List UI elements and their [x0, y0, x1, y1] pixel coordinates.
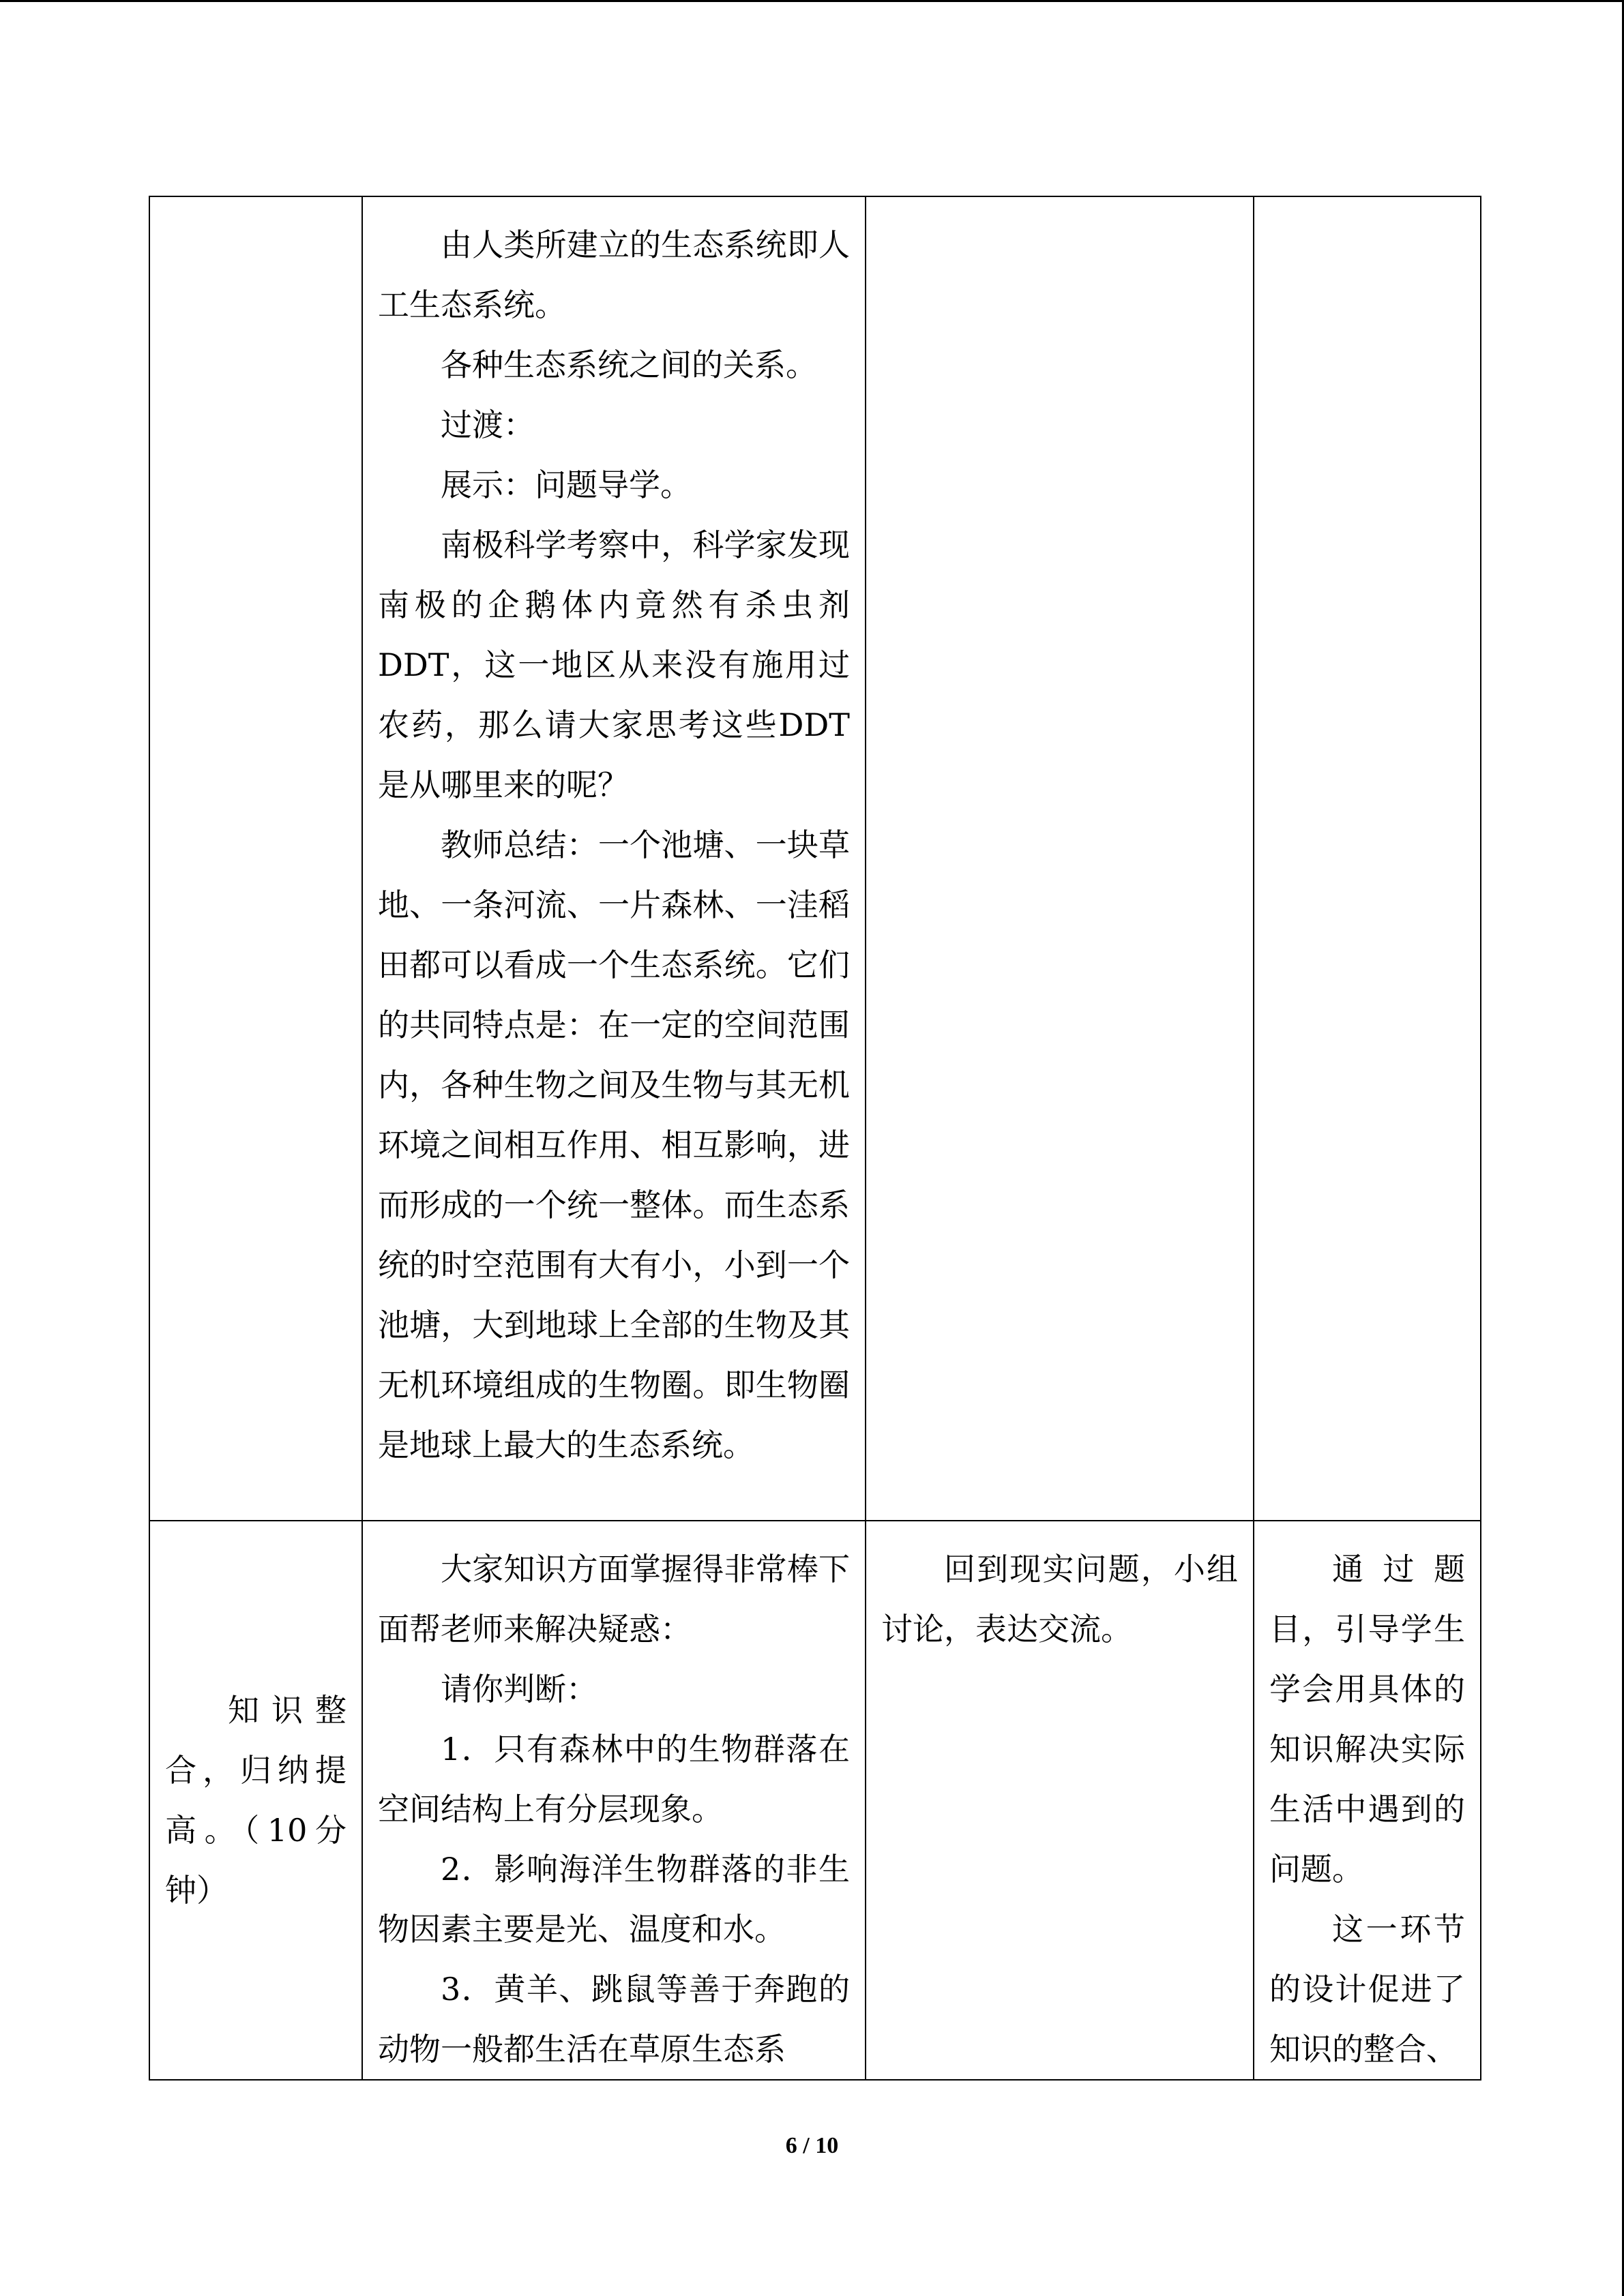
teacher-activity-cell: [362, 196, 866, 1521]
paragraph: 1．只有森林中的生物群落在空间结构上有分层现象。: [378, 1731, 850, 1828]
paragraph: 大家知识方面掌握得非常棒下面帮老师来解决疑惑：: [378, 1551, 850, 1648]
paragraph: 回到现实问题，小组讨论，表达交流。: [881, 1551, 1238, 1648]
paragraph: 这一环节的设计促进了知识的整合、: [1269, 1911, 1465, 2068]
paragraph: 2．影响海洋生物群落的非生物因素主要是光、温度和水。: [378, 1851, 850, 1948]
paragraph: 3．黄羊、跳鼠等善于奔跑的动物一般都生活在草原生态系: [378, 1971, 850, 2068]
table-row: [149, 1521, 1481, 2080]
design-intent-cell: [1254, 196, 1481, 1521]
stage-cell: [149, 1521, 362, 2080]
student-activity-cell: [866, 1521, 1254, 2080]
paragraph: 教师总结：一个池塘、一块草地、一条河流、一片森林、一洼稻田都可以看成一个生态系统。它们的共同特点是：在一定的空间范围内，各种生物之间及生物与其无机环境之间相互作用、相互影响，进而形成的一个统一整体。而生态系统的时空范围有大有小，小到一个池塘，大到地球上全部的生物及其无机环境组成的生物圈。即生物圈是地球上最大的生态系统。: [378, 826, 850, 1463]
paragraph: 展示：问题导学。: [441, 466, 692, 503]
table-row: [149, 196, 1481, 1521]
student-activity-cell: [866, 196, 1254, 1521]
teacher-activity-cell: [362, 1521, 866, 2080]
page-top-border: [0, 0, 1624, 2]
stage-cell: [149, 196, 362, 1521]
lesson-plan-table: [149, 196, 1481, 2081]
paragraph: 通过题目，引导学生学会用具体的知识解决实际生活中遇到的问题。: [1269, 1551, 1465, 1888]
paragraph: 南极科学考察中，科学家发现南极的企鹅体内竟然有杀虫剂DDT，这一地区从来没有施用过农药，那么请大家思考这些DDT是从哪里来的呢？: [378, 526, 850, 803]
page-number: 6 / 10: [785, 2133, 839, 2158]
paragraph: 过渡：: [441, 406, 535, 443]
paragraph: 由人类所建立的生态系统即人工生态系统。: [378, 226, 850, 323]
paragraph: 各种生态系统之间的关系。: [441, 346, 817, 383]
design-intent-cell: [1254, 1521, 1481, 2080]
paragraph: 请你判断：: [441, 1671, 597, 1708]
stage-text: 知识整合，归纳提高。（10分钟）: [165, 1692, 346, 1909]
